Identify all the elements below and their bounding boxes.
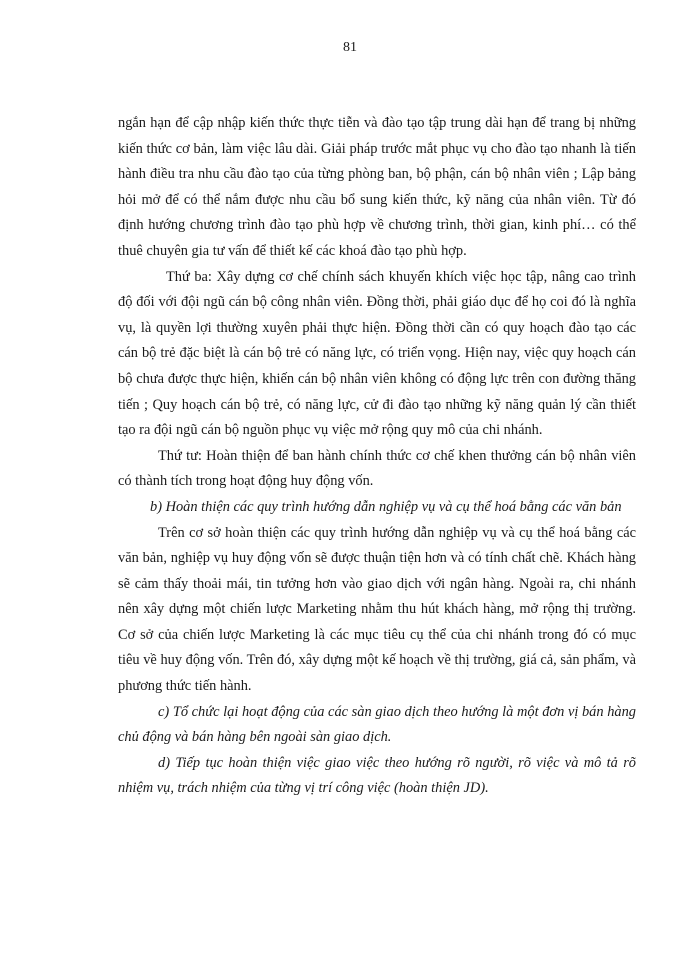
page-number: 81 — [343, 40, 357, 55]
document-body — [118, 111, 636, 802]
paragraph-training-needs: ngắn hạn để cập nhập kiến thức thực tiễn và đào tạo tập trung dài hạn để trang bị những kiến thức cơ bản, làm việc lâu dài. Giải pháp trước mắt phục vụ cho đào tạo nhanh là tiến hành điều tra nhu cầu đào tạo của từng phòng ban, bộ phận, cán bộ nhân viên ; Lập bảng hỏi mở để có thể nắm được nhu cầu bổ sung kiến thức, kỹ năng của nhân viên. Từ đó định hướng chương trình đào tạo phù hợp về chương trình, thời gian, kinh phí… có thể thuê chuyên gia tư vấn để thiết kế các khoá đào tạo phù hợp. — [118, 115, 636, 259]
section-heading-d: d) Tiếp tục hoàn thiện việc giao việc theo hướng rõ người, rõ việc và mô tả rõ nhiệm vụ, trách nhiệm của từng vị trí công việc (hoàn thiện JD). — [118, 754, 636, 797]
section-heading-c: c) Tổ chức lại hoạt động của các sàn giao dịch theo hướng là một đơn vị bán hàng chủ động và bán hàng bên ngoài sàn giao dịch. — [118, 703, 636, 746]
paragraph-third-measure: Thứ ba: Xây dựng cơ chế chính sách khuyến khích việc học tập, nâng cao trình độ đối với đội ngũ cán bộ công nhân viên. Đồng thời, phải giáo dục để họ coi đó là nghĩa vụ, là quyền lợi thường xuyên phải thực hiện. Đồng thời cần có quy hoạch đào tạo các cán bộ trẻ đặc biệt là cán bộ trẻ có năng lực, có triển vọng. Hiện nay, việc quy hoạch cán bộ chưa được thực hiện, khiến cán bộ nhân viên không có động lực trên con đường thăng tiến ; Quy hoạch cán bộ trẻ, có năng lực, cử đi đào tạo những kỹ năng quản lý cần thiết tạo ra đội ngũ cán bộ nguồn phục vụ việc mở rộng quy mô của chi nhánh. — [118, 268, 636, 439]
paragraph-fourth-measure: Thứ tư: Hoàn thiện để ban hành chính thức cơ chế khen thưởng cán bộ nhân viên có thành tích trong hoạt động huy động vốn. — [118, 447, 636, 490]
paragraph-procedures: Trên cơ sở hoàn thiện các quy trình hướng dẫn nghiệp vụ và cụ thể hoá bằng các văn bản, nghiệp vụ huy động vốn sẽ được thuận tiện hơn và có tính chất chẽ. Khách hàng sẽ cảm thấy thoải mái, tin tưởng hơn vào giao dịch với ngân hàng. Ngoài ra, chi nhánh nên xây dựng một chiến lược Marketing nhằm thu hút khách hàng, mở rộng thị trường. Cơ sở của chiến lược Marketing là các mục tiêu cụ thể của chi nhánh trong đó có mục tiêu về huy động vốn. Trên đó, xây dựng một kế hoạch về thị trường, giá cả, sản phẩm, và phương thức tiến hành. — [118, 524, 636, 695]
section-heading-b: b) Hoàn thiện các quy trình hướng dẫn nghiệp vụ và cụ thể hoá bằng các văn bản — [150, 498, 622, 515]
